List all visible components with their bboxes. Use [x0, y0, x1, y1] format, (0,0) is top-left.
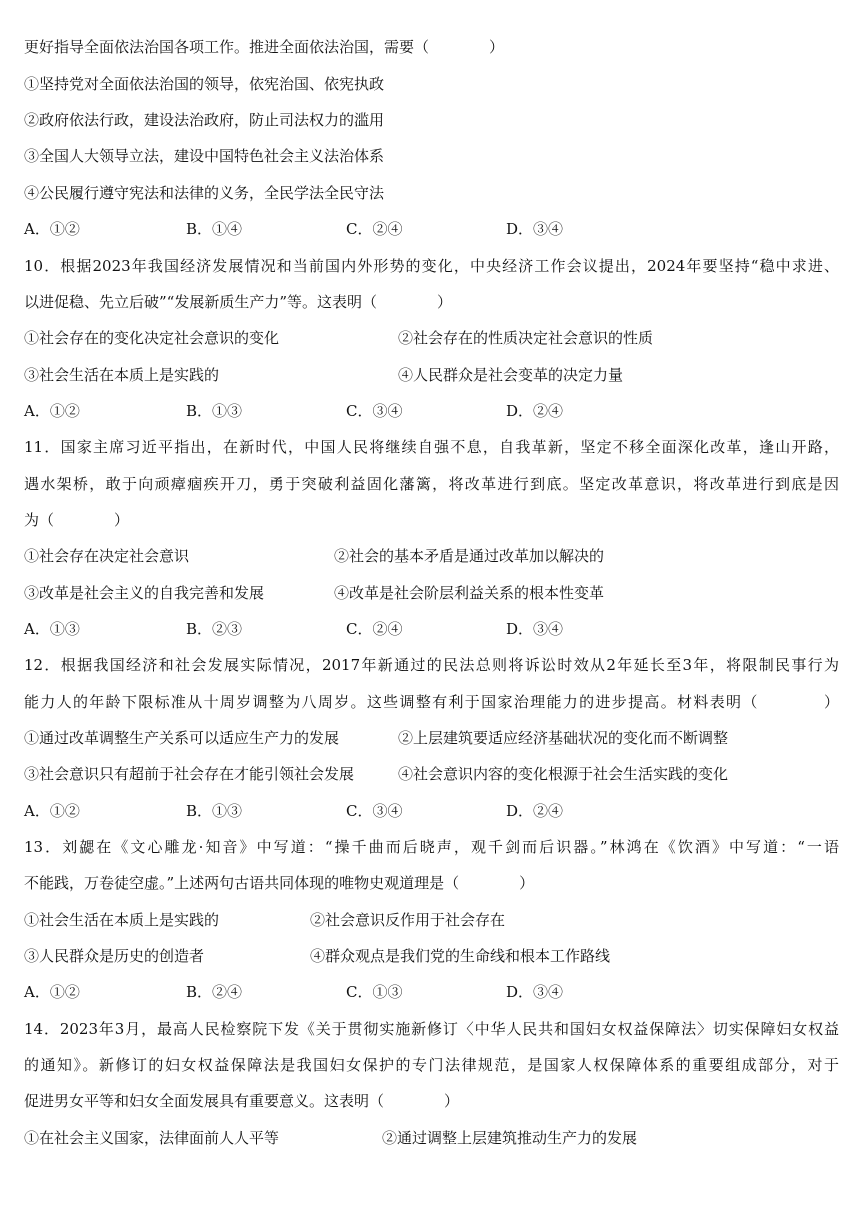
- question-stem: 以进促稳、先立后破”“发展新质生产力”等。这表明（ ）: [24, 293, 453, 311]
- option-statement: ①社会生活在本质上是实践的: [24, 911, 220, 929]
- option-statement: ②社会意识反作用于社会存在: [310, 911, 506, 929]
- answer-c[interactable]: C．①③: [346, 983, 403, 1001]
- option-statement: ①社会存在决定社会意识: [24, 547, 190, 565]
- option-statement: ③全国人大领导立法，建设中国特色社会主义法治体系: [24, 147, 385, 165]
- option-statement: ②上层建筑要适应经济基础状况的变化而不断调整: [398, 729, 729, 747]
- answer-b[interactable]: B．①③: [186, 802, 243, 820]
- option-statement: ④公民履行遵守宪法和法律的义务，全民学法全民守法: [24, 184, 385, 202]
- question-stem: 的通知》。新修订的妇女权益保障法是我国妇女保护的专门法律规范，是国家人权保障体系的重要组成部分，对于: [24, 1056, 839, 1074]
- option-statement: ④改革是社会阶层利益关系的根本性变革: [334, 584, 605, 602]
- option-row: [24, 328, 839, 348]
- option-statement: ①通过改革调整生产关系可以适应生产力的发展: [24, 729, 340, 747]
- option-row: [24, 1128, 839, 1148]
- option-statement: ①社会存在的变化决定社会意识的变化: [24, 329, 280, 347]
- option-statement: ②社会的基本矛盾是通过改革加以解决的: [334, 547, 605, 565]
- option-statement: ④群众观点是我们党的生命线和根本工作路线: [310, 947, 611, 965]
- answer-b[interactable]: B．①④: [186, 220, 243, 238]
- option-statement: ②政府依法行政，建设法治政府，防止司法权力的滥用: [24, 111, 385, 129]
- answer-choices: [24, 982, 839, 1002]
- option-row: [24, 728, 839, 748]
- question-stem: 14．2023年3月，最高人民检察院下发《关于贯彻实施新修订〈中华人民共和国妇女权益保障法〉切实保障妇女权益: [24, 1020, 839, 1038]
- option-row: [24, 365, 839, 385]
- option-statement: ③人民群众是历史的创造者: [24, 947, 205, 965]
- answer-d[interactable]: D．③④: [506, 983, 564, 1001]
- question-stem: 12．根据我国经济和社会发展实际情况，2017年新通过的民法总则将诉讼时效从2年延长至3年，将限制民事行为: [24, 656, 839, 674]
- answer-a[interactable]: A．①②: [24, 983, 80, 1001]
- question-stem: 10．根据2023年我国经济发展情况和当前国内外形势的变化，中央经济工作会议提出，2024年要坚持“稳中求进、: [24, 257, 839, 275]
- answer-choices: [24, 219, 839, 239]
- option-row: [24, 583, 839, 603]
- question-stem: 不能践，万卷徒空虚。”上述两句古语共同体现的唯物史观道理是（ ）: [24, 874, 535, 892]
- answer-d[interactable]: D．②④: [506, 802, 564, 820]
- option-row: [24, 910, 839, 930]
- option-row: [24, 946, 839, 966]
- question-stem: 能力人的年龄下限标准从十周岁调整为八周岁。这些调整有利于国家治理能力的进步提高。材料表明（ ）: [24, 693, 839, 711]
- answer-d[interactable]: D．③④: [506, 620, 564, 638]
- option-statement: ②社会存在的性质决定社会意识的性质: [398, 329, 654, 347]
- question-stem: 为（ ）: [24, 511, 130, 529]
- answer-a[interactable]: A．①②: [24, 402, 80, 420]
- option-statement: ①在社会主义国家，法律面前人人平等: [24, 1129, 280, 1147]
- answer-c[interactable]: C．②④: [346, 220, 403, 238]
- answer-a[interactable]: A．①②: [24, 220, 80, 238]
- option-statement: ②通过调整上层建筑推动生产力的发展: [382, 1129, 638, 1147]
- answer-choices: [24, 619, 839, 639]
- answer-a[interactable]: A．①②: [24, 802, 80, 820]
- option-statement: ④人民群众是社会变革的决定力量: [398, 366, 624, 384]
- question-stem: 遇水架桥，敢于向顽瘴痼疾开刀，勇于突破利益固化藩篱，将改革进行到底。坚定改革意识，将改革进行到底是因: [24, 475, 839, 493]
- question-stem: 促进男女平等和妇女全面发展具有重要意义。这表明（ ）: [24, 1092, 460, 1110]
- answer-c[interactable]: C．②④: [346, 620, 403, 638]
- option-row: [24, 546, 839, 566]
- answer-b[interactable]: B．②③: [186, 620, 243, 638]
- answer-choices: [24, 801, 839, 821]
- answer-c[interactable]: C．③④: [346, 402, 403, 420]
- option-statement: ③社会生活在本质上是实践的: [24, 366, 220, 384]
- question-stem: 13．刘勰在《文心雕龙·知音》中写道：“操千曲而后晓声，观千剑而后识器。”林鸿在《饮酒》中写道：“一语: [24, 838, 839, 856]
- option-statement: ③改革是社会主义的自我完善和发展: [24, 584, 265, 602]
- option-statement: ④社会意识内容的变化根源于社会生活实践的变化: [398, 765, 729, 783]
- answer-b[interactable]: B．①③: [186, 402, 243, 420]
- answer-d[interactable]: D．③④: [506, 220, 564, 238]
- option-row: [24, 764, 839, 784]
- answer-choices: [24, 401, 839, 421]
- option-statement: ③社会意识只有超前于社会存在才能引领社会发展: [24, 765, 355, 783]
- answer-d[interactable]: D．②④: [506, 402, 564, 420]
- question-stem: 更好指导全面依法治国各项工作。推进全面依法治国，需要（ ）: [24, 38, 505, 56]
- option-statement: ①坚持党对全面依法治国的领导，依宪治国、依宪执政: [24, 75, 385, 93]
- answer-a[interactable]: A．①③: [24, 620, 80, 638]
- answer-c[interactable]: C．③④: [346, 802, 403, 820]
- answer-b[interactable]: B．②④: [186, 983, 243, 1001]
- question-stem: 11．国家主席习近平指出，在新时代，中国人民将继续自强不息，自我革新，坚定不移全面深化改革，逢山开路，: [24, 438, 839, 456]
